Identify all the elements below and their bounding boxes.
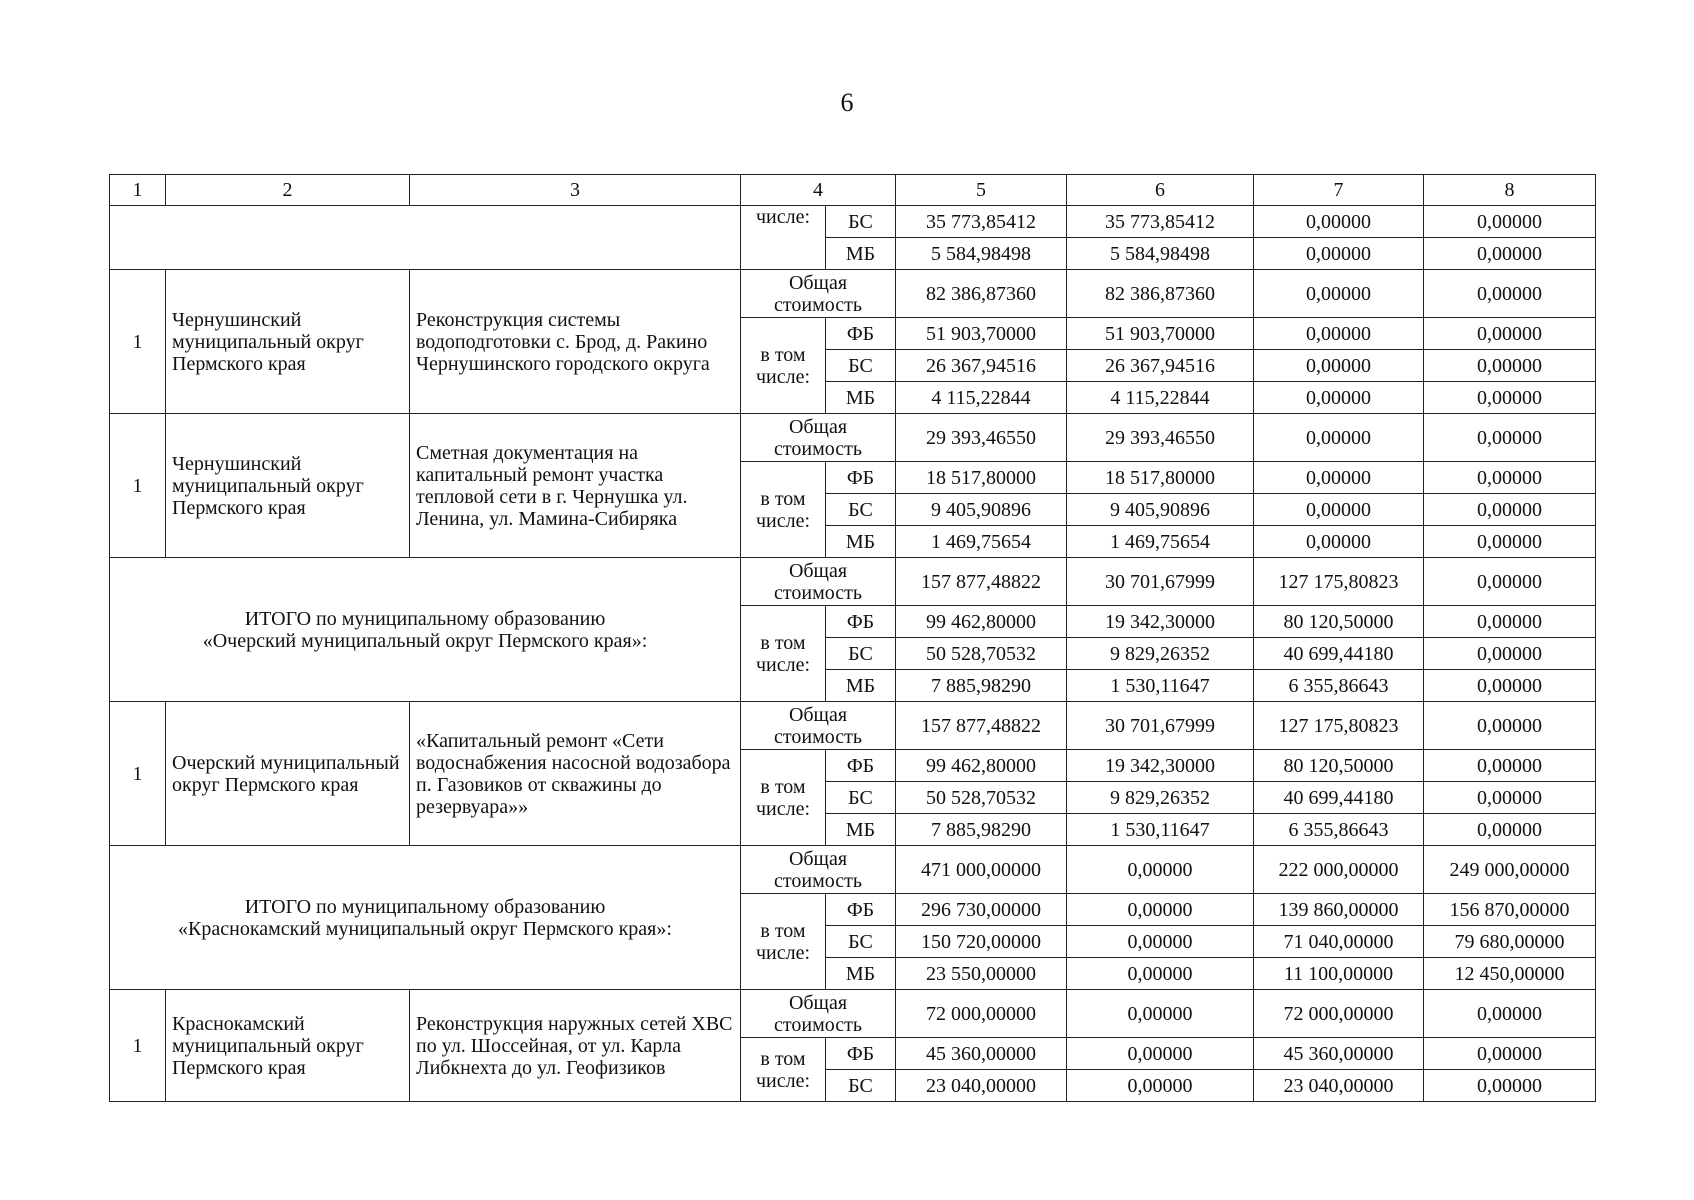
- total-cost-label: Общая стоимость: [741, 702, 896, 750]
- value-cell: 40 699,44180: [1254, 638, 1424, 670]
- value-cell: 157 877,48822: [896, 702, 1067, 750]
- value-cell: 0,00000: [1254, 462, 1424, 494]
- value-cell: 0,00000: [1067, 894, 1254, 926]
- header-cell: 8: [1424, 175, 1596, 206]
- fund-code: БС: [826, 638, 896, 670]
- value-cell: 82 386,87360: [896, 270, 1067, 318]
- value-cell: 11 100,00000: [1254, 958, 1424, 990]
- table-row: [110, 206, 1596, 238]
- value-cell: 127 175,80823: [1254, 558, 1424, 606]
- fund-code: БС: [826, 782, 896, 814]
- value-cell: 30 701,67999: [1067, 558, 1254, 606]
- value-cell: 5 584,98498: [1067, 238, 1254, 270]
- value-cell: 23 040,00000: [1254, 1070, 1424, 1102]
- value-cell: 45 360,00000: [896, 1038, 1067, 1070]
- value-cell: 0,00000: [1424, 1038, 1596, 1070]
- total-block-row: [110, 558, 1596, 606]
- value-cell: 0,00000: [1254, 526, 1424, 558]
- header-cell: 4: [741, 175, 896, 206]
- value-cell: 9 405,90896: [1067, 494, 1254, 526]
- value-cell: 0,00000: [1424, 382, 1596, 414]
- object-name: Реконструкция наружных сетей ХВС по ул. Шоссейная, от ул. Карла Либкнехта до ул. Геофизиков: [410, 990, 741, 1102]
- value-cell: 5 584,98498: [896, 238, 1067, 270]
- total-cost-label: Общая стоимость: [741, 270, 896, 318]
- value-cell: 12 450,00000: [1424, 958, 1596, 990]
- value-cell: 127 175,80823: [1254, 702, 1424, 750]
- value-cell: 471 000,00000: [896, 846, 1067, 894]
- value-cell: 51 903,70000: [896, 318, 1067, 350]
- fund-code: ФБ: [826, 462, 896, 494]
- value-cell: 80 120,50000: [1254, 606, 1424, 638]
- page-number: 6: [840, 88, 854, 117]
- fund-code: МБ: [826, 814, 896, 846]
- value-cell: 80 120,50000: [1254, 750, 1424, 782]
- value-cell: 157 877,48822: [896, 558, 1067, 606]
- incl-label: числе:: [741, 206, 826, 270]
- value-cell: 0,00000: [1254, 318, 1424, 350]
- value-cell: 0,00000: [1424, 238, 1596, 270]
- value-cell: 7 885,98290: [896, 670, 1067, 702]
- value-cell: 0,00000: [1254, 382, 1424, 414]
- value-cell: 6 355,86643: [1254, 814, 1424, 846]
- fund-code: БС: [826, 494, 896, 526]
- value-cell: 0,00000: [1254, 494, 1424, 526]
- header-cell: 5: [896, 175, 1067, 206]
- municipality-name: Краснокамский муниципальный округ Пермского края: [166, 990, 410, 1102]
- row-number: 1: [110, 702, 166, 846]
- value-cell: 18 517,80000: [896, 462, 1067, 494]
- value-cell: 249 000,00000: [1424, 846, 1596, 894]
- value-cell: 4 115,22844: [1067, 382, 1254, 414]
- value-cell: 0,00000: [1067, 1038, 1254, 1070]
- fund-code: БС: [826, 926, 896, 958]
- header-cell: 6: [1067, 175, 1254, 206]
- value-cell: 18 517,80000: [1067, 462, 1254, 494]
- value-cell: 50 528,70532: [896, 638, 1067, 670]
- incl-label: в том числе:: [741, 462, 826, 558]
- value-cell: 0,00000: [1424, 462, 1596, 494]
- value-cell: 99 462,80000: [896, 606, 1067, 638]
- value-cell: 9 829,26352: [1067, 782, 1254, 814]
- value-cell: 23 040,00000: [896, 1070, 1067, 1102]
- value-cell: 45 360,00000: [1254, 1038, 1424, 1070]
- value-cell: 0,00000: [1424, 638, 1596, 670]
- incl-label: в том числе:: [741, 318, 826, 414]
- total-title-line1: ИТОГО по муниципальному образованию: [244, 607, 606, 630]
- total-title-line2: «Краснокамский муниципальный округ Пермского края»:: [178, 917, 672, 940]
- value-cell: 0,00000: [1424, 350, 1596, 382]
- total-cost-label: Общая стоимость: [741, 990, 896, 1038]
- header-cell: 3: [410, 175, 741, 206]
- value-cell: 23 550,00000: [896, 958, 1067, 990]
- object-name: Реконструкция системы водоподготовки с. Брод, д. Ракино Чернушинского городского округа: [410, 270, 741, 414]
- value-cell: 0,00000: [1424, 670, 1596, 702]
- fund-code: МБ: [826, 958, 896, 990]
- total-cost-label: Общая стоимость: [741, 414, 896, 462]
- value-cell: 0,00000: [1424, 606, 1596, 638]
- header-cell: 2: [166, 175, 410, 206]
- value-cell: 1 469,75654: [1067, 526, 1254, 558]
- value-cell: 0,00000: [1424, 558, 1596, 606]
- value-cell: 19 342,30000: [1067, 750, 1254, 782]
- value-cell: 0,00000: [1424, 750, 1596, 782]
- value-cell: 99 462,80000: [896, 750, 1067, 782]
- row-number: 1: [110, 990, 166, 1102]
- project-row: [110, 414, 1596, 462]
- value-cell: 156 870,00000: [1424, 894, 1596, 926]
- fund-code: БС: [826, 1070, 896, 1102]
- value-cell: 0,00000: [1424, 206, 1596, 238]
- value-cell: 9 405,90896: [896, 494, 1067, 526]
- value-cell: 71 040,00000: [1254, 926, 1424, 958]
- value-cell: 19 342,30000: [1067, 606, 1254, 638]
- fund-code: БС: [826, 350, 896, 382]
- value-cell: 0,00000: [1254, 238, 1424, 270]
- incl-label: в том числе:: [741, 894, 826, 990]
- value-cell: 0,00000: [1067, 926, 1254, 958]
- total-title: [110, 558, 741, 702]
- value-cell: 26 367,94516: [1067, 350, 1254, 382]
- fund-code: БС: [826, 206, 896, 238]
- value-cell: 0,00000: [1254, 350, 1424, 382]
- value-cell: 139 860,00000: [1254, 894, 1424, 926]
- project-row: [110, 990, 1596, 1038]
- value-cell: 79 680,00000: [1424, 926, 1596, 958]
- value-cell: 40 699,44180: [1254, 782, 1424, 814]
- value-cell: 222 000,00000: [1254, 846, 1424, 894]
- total-title-line1: ИТОГО по муниципальному образованию: [244, 895, 606, 918]
- value-cell: 7 885,98290: [896, 814, 1067, 846]
- value-cell: 1 530,11647: [1067, 814, 1254, 846]
- total-cost-label: Общая стоимость: [741, 846, 896, 894]
- value-cell: 0,00000: [1424, 782, 1596, 814]
- total-title: [110, 846, 741, 990]
- incl-label: в том числе:: [741, 750, 826, 846]
- value-cell: 296 730,00000: [896, 894, 1067, 926]
- value-cell: 0,00000: [1254, 414, 1424, 462]
- value-cell: 35 773,85412: [896, 206, 1067, 238]
- budget-table: [109, 174, 1596, 1102]
- municipality-name: Очерский муниципальный округ Пермского края: [166, 702, 410, 846]
- value-cell: 29 393,46550: [1067, 414, 1254, 462]
- value-cell: 72 000,00000: [896, 990, 1067, 1038]
- value-cell: 0,00000: [1424, 1070, 1596, 1102]
- value-cell: 0,00000: [1067, 958, 1254, 990]
- municipality-name: Чернушинский муниципальный округ Пермского края: [166, 414, 410, 558]
- fund-code: МБ: [826, 382, 896, 414]
- header-cell: 1: [110, 175, 166, 206]
- value-cell: 29 393,46550: [896, 414, 1067, 462]
- value-cell: 0,00000: [1424, 702, 1596, 750]
- municipality-name: Чернушинский муниципальный округ Пермского края: [166, 270, 410, 414]
- value-cell: 0,00000: [1254, 270, 1424, 318]
- fund-code: ФБ: [826, 894, 896, 926]
- value-cell: 72 000,00000: [1254, 990, 1424, 1038]
- value-cell: 150 720,00000: [896, 926, 1067, 958]
- value-cell: 6 355,86643: [1254, 670, 1424, 702]
- total-title-line2: «Очерский муниципальный округ Пермского края»:: [202, 629, 648, 652]
- value-cell: 0,00000: [1067, 1070, 1254, 1102]
- incl-label: в том числе:: [741, 606, 826, 702]
- value-cell: 0,00000: [1424, 270, 1596, 318]
- value-cell: 0,00000: [1424, 494, 1596, 526]
- total-cost-label: Общая стоимость: [741, 558, 896, 606]
- fund-code: ФБ: [826, 318, 896, 350]
- value-cell: 82 386,87360: [1067, 270, 1254, 318]
- value-cell: 30 701,67999: [1067, 702, 1254, 750]
- value-cell: 0,00000: [1067, 846, 1254, 894]
- incl-label: в том числе:: [741, 1038, 826, 1102]
- fund-code: МБ: [826, 238, 896, 270]
- value-cell: 0,00000: [1424, 526, 1596, 558]
- fund-code: ФБ: [826, 606, 896, 638]
- row-number: 1: [110, 270, 166, 414]
- value-cell: 1 469,75654: [896, 526, 1067, 558]
- value-cell: 0,00000: [1424, 414, 1596, 462]
- value-cell: 50 528,70532: [896, 782, 1067, 814]
- empty-cell: [110, 206, 741, 270]
- value-cell: 0,00000: [1424, 318, 1596, 350]
- value-cell: 0,00000: [1254, 206, 1424, 238]
- value-cell: 26 367,94516: [896, 350, 1067, 382]
- total-block-row: [110, 846, 1596, 894]
- value-cell: 35 773,85412: [1067, 206, 1254, 238]
- value-cell: 4 115,22844: [896, 382, 1067, 414]
- object-name: «Капитальный ремонт «Сети водоснабжения насосной водозабора п. Газовиков от скважины до резервуара»»: [410, 702, 741, 846]
- value-cell: 0,00000: [1424, 814, 1596, 846]
- value-cell: 0,00000: [1067, 990, 1254, 1038]
- fund-code: МБ: [826, 670, 896, 702]
- header-cell: 7: [1254, 175, 1424, 206]
- value-cell: 1 530,11647: [1067, 670, 1254, 702]
- fund-code: ФБ: [826, 1038, 896, 1070]
- value-cell: 9 829,26352: [1067, 638, 1254, 670]
- fund-code: ФБ: [826, 750, 896, 782]
- object-name: Сметная документация на капитальный ремонт участка тепловой сети в г. Чернушка ул. Ленина, ул. Мамина-Сибиряка: [410, 414, 741, 558]
- header-row: [110, 175, 1596, 206]
- row-number: 1: [110, 414, 166, 558]
- value-cell: 51 903,70000: [1067, 318, 1254, 350]
- project-row: [110, 702, 1596, 750]
- fund-code: МБ: [826, 526, 896, 558]
- project-row: [110, 270, 1596, 318]
- value-cell: 0,00000: [1424, 990, 1596, 1038]
